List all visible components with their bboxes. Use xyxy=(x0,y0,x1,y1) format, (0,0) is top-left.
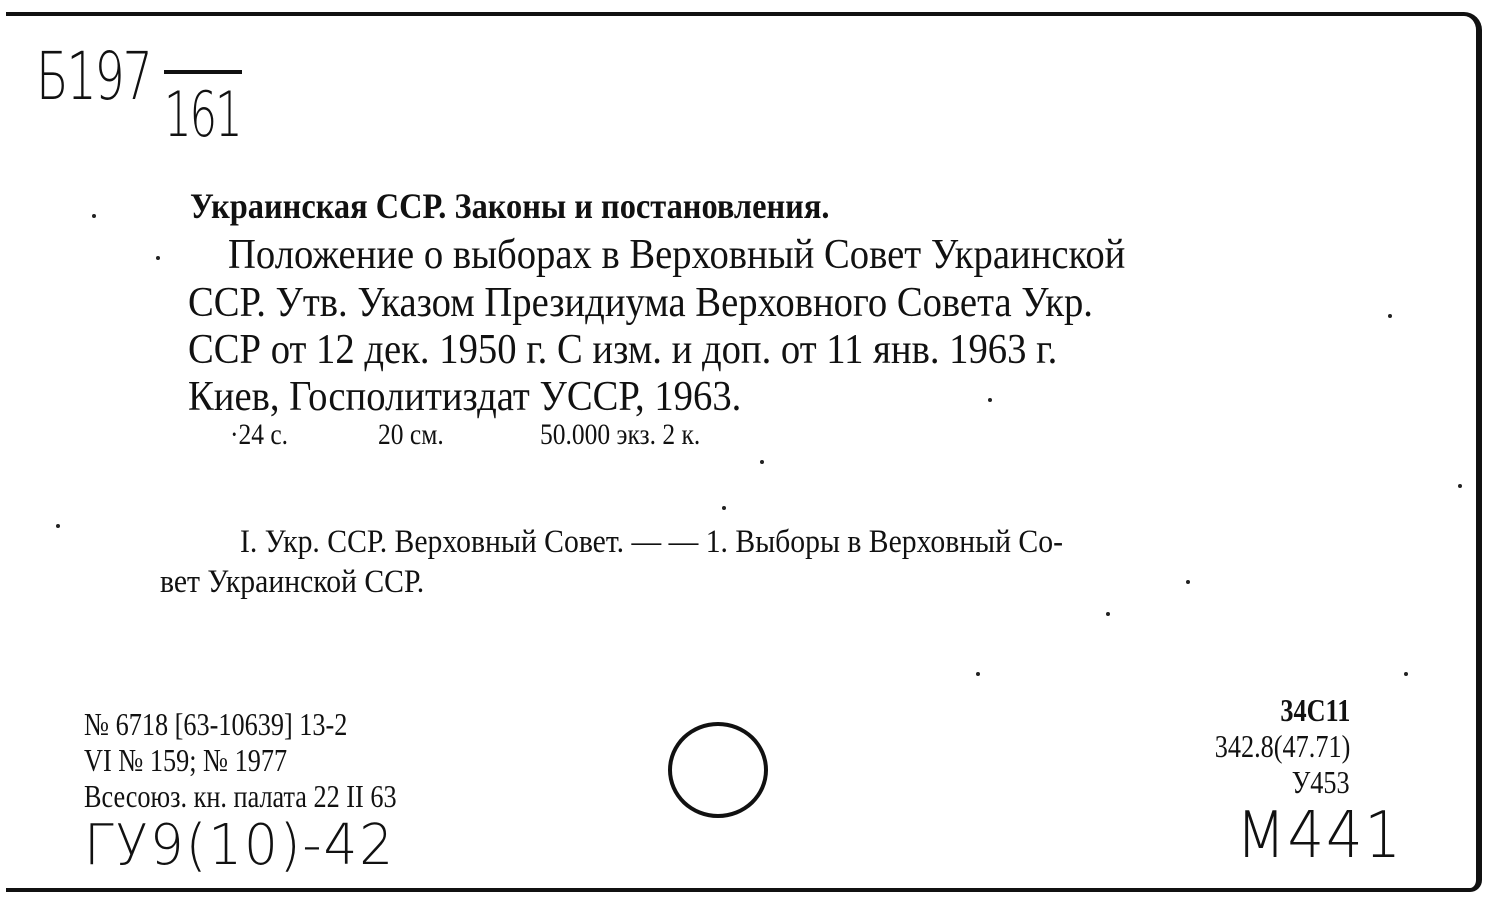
description-line-4: Киев, Госполитиздат УССР, 1963. xyxy=(188,374,742,420)
shelfmark-bottom: 161 xyxy=(164,78,241,151)
scan-speck xyxy=(1404,672,1408,676)
classification-code-2: 342.8(47.71) xyxy=(1214,728,1350,764)
collation-size: 20 см. xyxy=(378,418,444,451)
scan-speck xyxy=(760,460,764,464)
scan-speck xyxy=(976,672,980,676)
shelfmark-divider xyxy=(164,70,242,74)
collation-pages: ·24 с. xyxy=(230,418,289,451)
scan-speck xyxy=(92,214,96,218)
description-line-3: ССР от 12 дек. 1950 г. С изм. и доп. от 11 янв. 1963 г. xyxy=(188,327,1058,373)
classification-code-3: У453 xyxy=(1292,764,1350,800)
scan-speck xyxy=(1106,612,1110,616)
scan-speck xyxy=(1388,314,1392,318)
registry-line-2: VI № 159; № 1977 xyxy=(84,742,288,778)
scan-speck xyxy=(988,398,992,402)
circle-stamp xyxy=(668,722,768,818)
tracing-line-2: вет Украинской ССР. xyxy=(160,564,425,600)
scan-speck xyxy=(722,506,726,510)
scan-speck xyxy=(156,256,160,260)
collation-copies-price: 50.000 экз. 2 к. xyxy=(540,418,701,451)
handwritten-code-right: М441 xyxy=(1236,799,1403,873)
tracing-line-1: I. Укр. ССР. Верховный Совет. — — 1. Выборы в Верховный Со- xyxy=(240,524,1063,560)
scan-speck xyxy=(1186,580,1190,584)
scan-speck xyxy=(56,524,60,528)
card-heading: Украинская ССР. Законы и постановления. xyxy=(190,186,830,226)
classification-code-1: 34С11 xyxy=(1280,692,1350,728)
description-line-2: ССР. Утв. Указом Президиума Верховного Совета Укр. xyxy=(188,280,1093,326)
description-line-1: Положение о выборах в Верховный Совет Украинской xyxy=(228,232,1126,278)
handwritten-code-bottom: ГУ9(10)-42 xyxy=(84,813,396,878)
registry-line-3: Всесоюз. кн. палата 22 II 63 xyxy=(84,778,397,814)
scan-speck xyxy=(1458,484,1462,488)
shelfmark-top: Б197 xyxy=(36,38,151,115)
registry-line-1: № 6718 [63-10639] 13-2 xyxy=(84,706,348,742)
